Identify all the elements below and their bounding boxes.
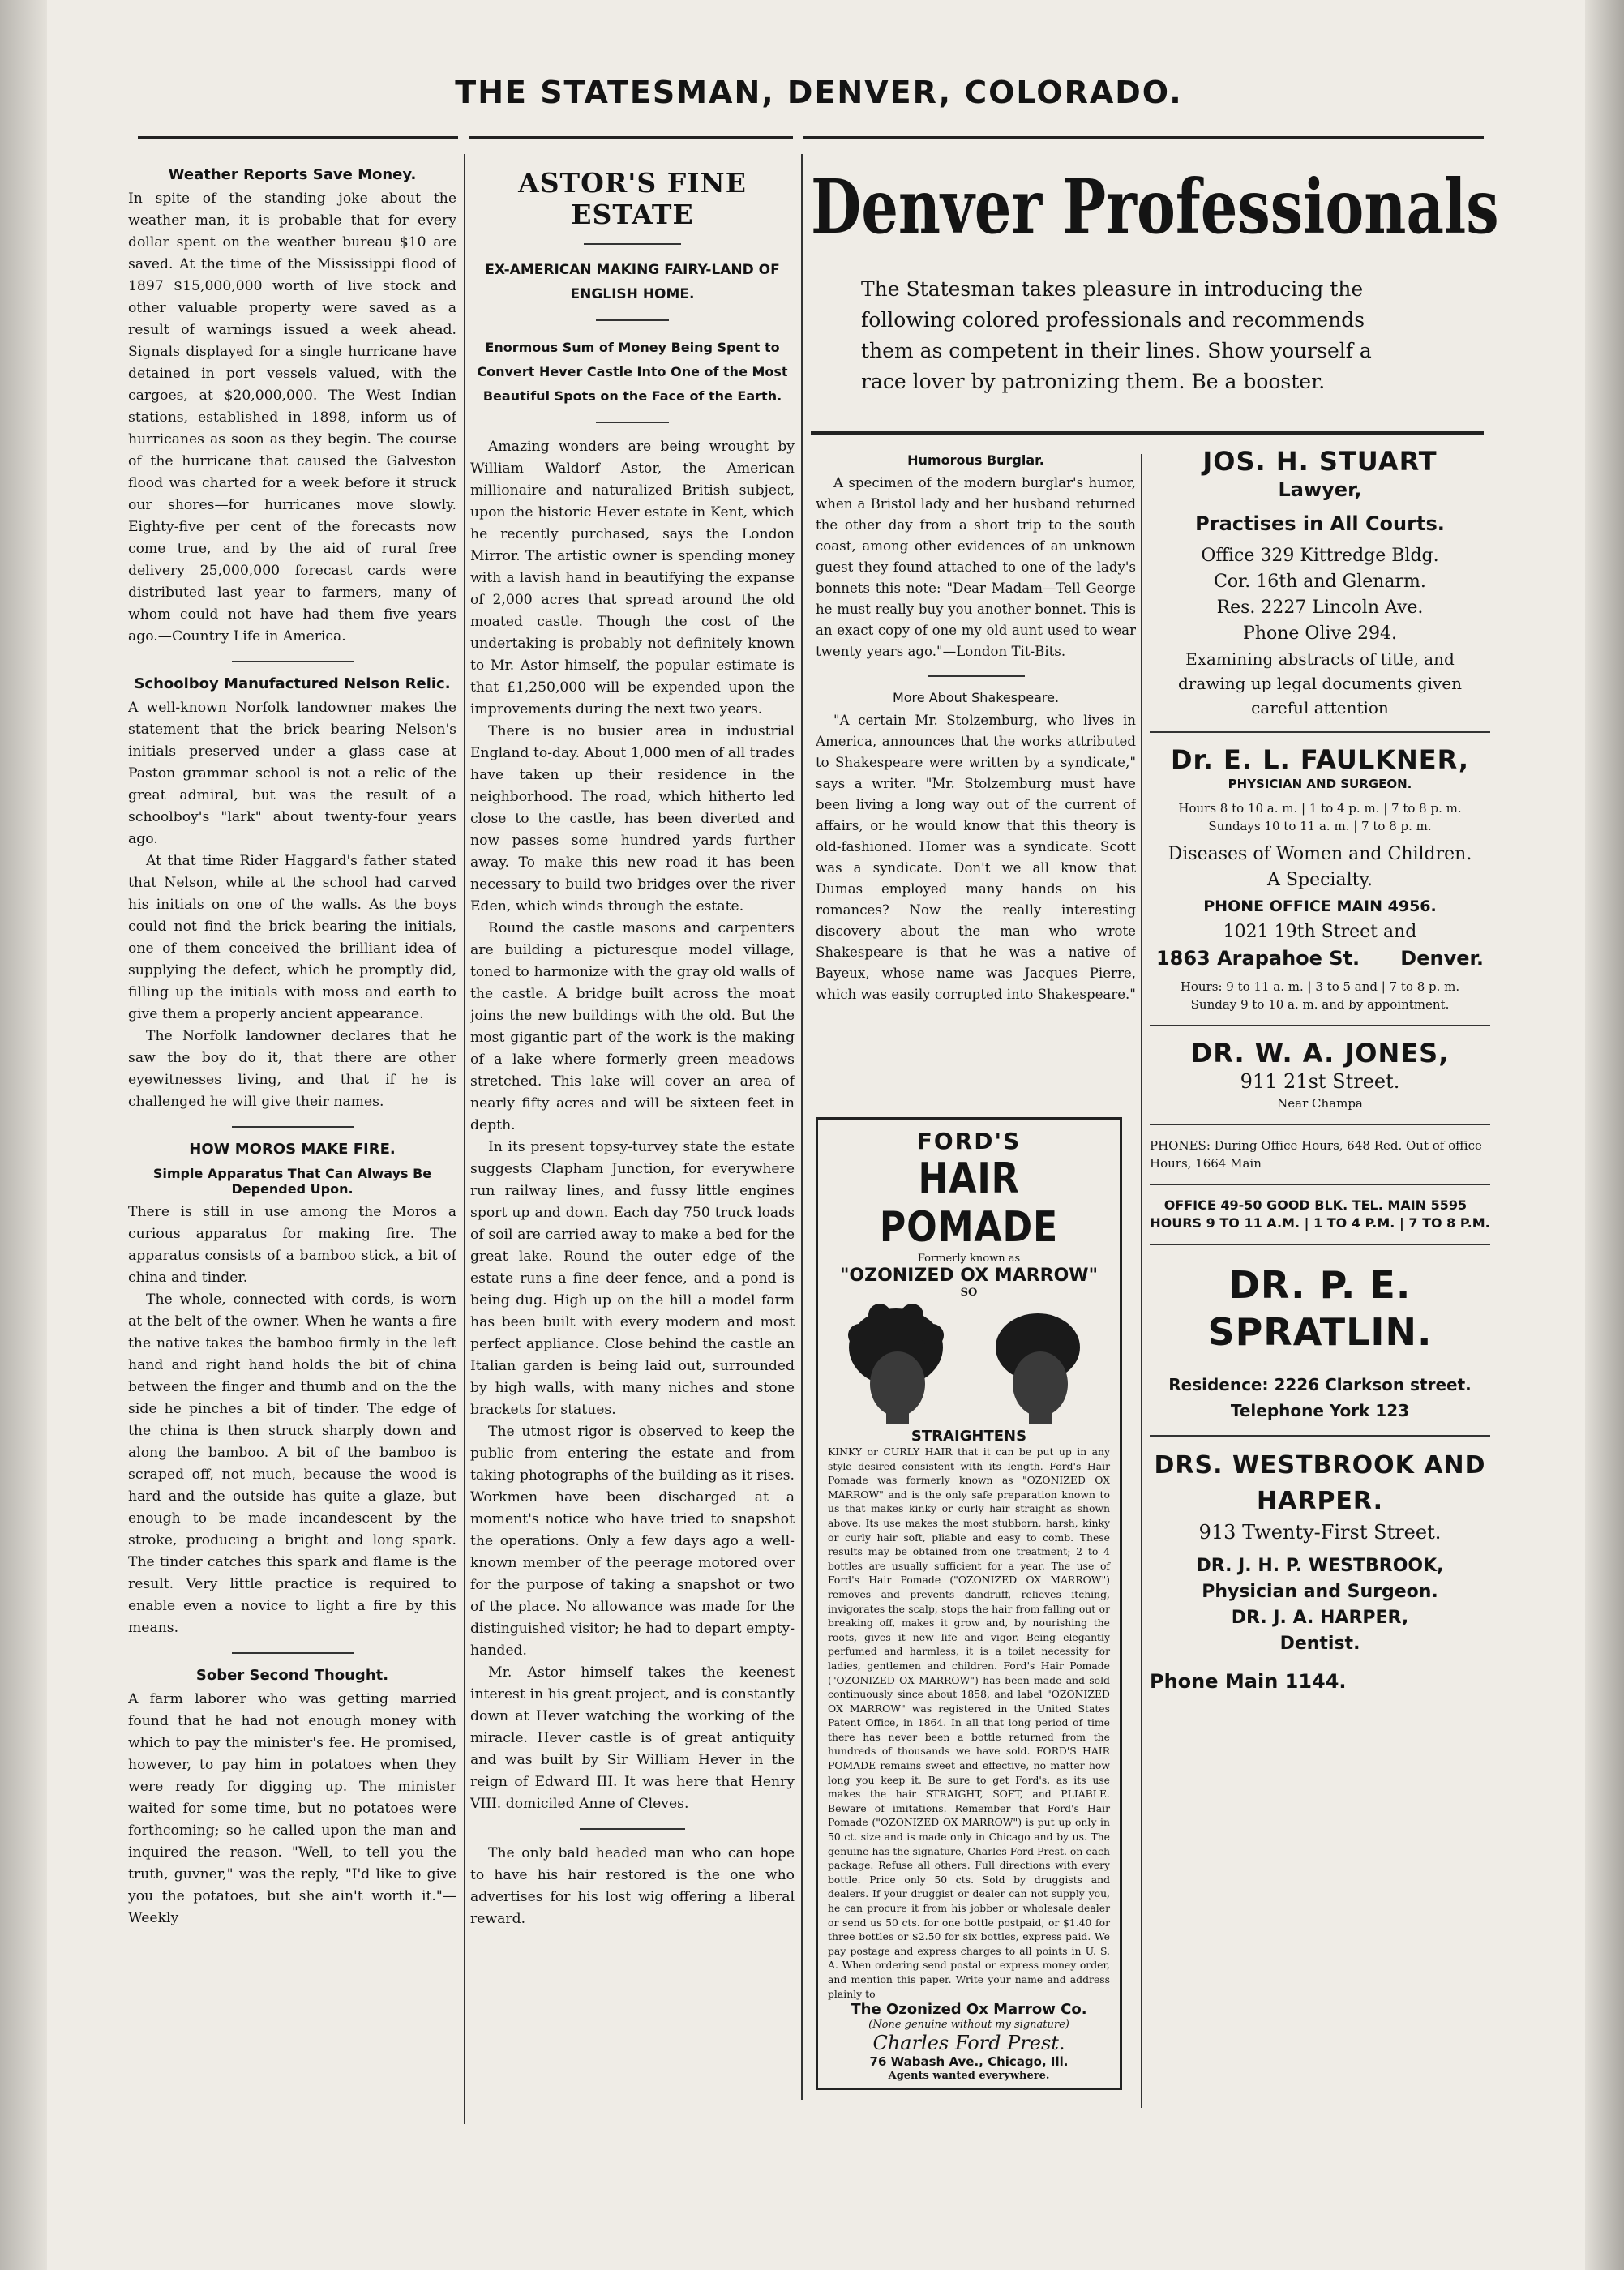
faulkner-sundays: 10 to 11 a. m. | 7 to 8 p. m. bbox=[1264, 819, 1432, 833]
shakespeare-headline: More About Shakespeare. bbox=[892, 690, 1060, 705]
separator bbox=[1150, 1244, 1490, 1245]
stuart-residence: Res. 2227 Lincoln Ave. bbox=[1216, 597, 1424, 618]
moros-subhead: Simple Apparatus That Can Always Be Depended Upon. bbox=[152, 1166, 432, 1197]
astor-paragraph: Round the castle masons and carpenters are building a picturesque model village, toned to harmonize with the gray old walls of the castle. A bridge built across the moat joins the new buildings with the old. But the most gigantic part of the work is the making of a lake where formerly green meadows stretched. This lake will cover an area of nearly fifty acres and will be sixteen feet in depth. bbox=[470, 920, 795, 1133]
separator bbox=[1150, 1124, 1490, 1125]
page-edge-left bbox=[0, 0, 47, 2270]
column-3 bbox=[816, 444, 1136, 1109]
faulkner-city: Denver. bbox=[1400, 947, 1485, 970]
separator bbox=[232, 661, 354, 662]
faulkner-title: PHYSICIAN AND SURGEON. bbox=[1228, 777, 1412, 791]
faulkner-name: Dr. E. L. FAULKNER, bbox=[1170, 744, 1470, 775]
faulkner-address-1: 1021 19th Street and bbox=[1223, 922, 1417, 942]
nelson-paragraph: The Norfolk landowner declares that he saw the boy do it, that there are other eyewitnesses living, and that if he is challenged he will give their names. bbox=[128, 1028, 456, 1110]
professionals-intro: The Statesman takes pleasure in introducing the following colored professionals and recommends them as competent in their lines. Show yourself a race lover by patronizing them. Be a booster. bbox=[861, 277, 1372, 393]
faulkner-hours-label: Hours bbox=[1178, 801, 1217, 816]
stuart-courts: Practises in All Courts. bbox=[1195, 512, 1445, 535]
ad-old-name: "OZONIZED OX MARROW" bbox=[839, 1266, 1099, 1286]
ad-so: SO bbox=[960, 1287, 978, 1299]
westbrook-harper-name: DRS. WESTBROOK AND HARPER. bbox=[1154, 1451, 1486, 1515]
jones-address: 911 21st Street. bbox=[1240, 1070, 1400, 1093]
nelson-paragraph: At that time Rider Haggard's father stated that Nelson, while at the school had carved his initials on one of the walls. As the boys could not find the brick bearing the initials, one of them conceived the brilliant idea of supplying the defect, which he promptly did, filling up the initials with moss and earth to give them a properly ancient appearance. bbox=[128, 853, 456, 1022]
jones-near: Near Champa bbox=[1277, 1096, 1363, 1111]
faulkner-hours2: 9 to 11 a. m. | 3 to 5 and | 7 to 8 p. m. bbox=[1226, 979, 1460, 994]
moros-headline: HOW MOROS MAKE FIRE. bbox=[189, 1141, 396, 1158]
stuart-phone: Phone Olive 294. bbox=[1243, 623, 1397, 644]
ad-illustration bbox=[831, 1303, 1107, 1424]
jones-office: OFFICE 49-50 GOOD BLK. TEL. MAIN 5595 bbox=[1163, 1197, 1468, 1213]
faulkner-address-2: 1863 Arapahoe St. bbox=[1155, 947, 1360, 970]
ad-body: KINKY or CURLY HAIR that it can be put up in any style desired consistent with its length. Ford's Hair Pomade was formerly known as "OZONIZED OX MARROW" and is the only safe preparation known to us that makes kinky or curly hair straight as shown above. Its use makes the most stubborn, harsh, kinky or curly hair soft, pliable and easy to comb. These results may be obtained from one treatment; 2 to 4 bottles are usually sufficient for a year. The use of Ford's Hair Pomade ("OZONIZED OX MARROW") removes and prevents dandruff, relieves itching, invigorates the scalp, stops the hair from falling out or breaking off, makes it grow and, by nourishing the roots, gives it new life and vigor. Being elegantly perfumed and harmless, it is a toilet necessity for ladies, gentlemen and children. Ford's Hair Pomade ("OZONIZED OX MARROW") has been made and sold continuously since about 1858, and label "OZONIZED OX MARROW" was registered in the United States Patent Office, in 1864. In all that long period of time there has never been a bottle returned from the hundreds of thousands we have sold. FORD'S HAIR POMADE remains sweet and effective, no matter how long you keep it. Be sure to get Ford's, as its use makes the hair STRAIGHT, SOFT, and PLIABLE. Beware of imitations. Remember that Ford's Hair Pomade ("OZONIZED OX MARROW") is put up only in 50 ct. size and is made only in Chicago and by us. The genuine has the signature, Charles Ford Prest. on each package. Refuse all others. Full directions with every bottle. Price only 50 cts. Sold by druggists and dealers. If your druggist or dealer can not supply you, he can procure it from his jobber or wholesale dealer or send us 50 cts. for one bottle postpaid, or $1.40 for three bottles or $2.50 for six bottles, express paid. We pay postage and express charges to all points in U. S. A. When ordering send postal or express money order, and mention this paper. Write your name and address plainly to bbox=[828, 1446, 1110, 2000]
burglar-headline: Humorous Burglar. bbox=[907, 452, 1044, 468]
separator bbox=[1150, 1184, 1490, 1185]
spratlin-residence: Residence: 2226 Clarkson street. bbox=[1168, 1375, 1472, 1394]
separator bbox=[580, 1828, 685, 1830]
stuart-office: Office 329 Kittredge Bldg. bbox=[1201, 546, 1439, 566]
banner-rule bbox=[811, 431, 1484, 435]
ad-brand: FORD'S bbox=[916, 1128, 1022, 1154]
harper-doctor: DR. J. A. HARPER, bbox=[1231, 1608, 1409, 1628]
sober-headline: Sober Second Thought. bbox=[195, 1667, 389, 1684]
separator bbox=[1150, 731, 1490, 733]
separator bbox=[596, 422, 669, 423]
ad-company: The Ozonized Ox Marrow Co. bbox=[851, 2001, 1087, 2019]
faulkner-sundays-label: Sundays bbox=[1208, 819, 1261, 833]
astor-deck: Enormous Sum of Money Being Spent to Convert Hever Castle Into One of the Most Beautiful Spots on the Face of the Earth. bbox=[477, 340, 788, 404]
astor-headline: ASTOR'S FINE ESTATE bbox=[518, 167, 747, 230]
jones-phones: PHONES: During Office Hours, 648 Red. Out of office Hours, 1664 Main bbox=[1150, 1138, 1482, 1171]
ad-formerly: Formerly known as bbox=[917, 1253, 1021, 1265]
separator bbox=[232, 1126, 354, 1128]
faulkner-hours: 8 to 10 a. m. | 1 to 4 p. m. | 7 to 8 p. m. bbox=[1219, 801, 1462, 816]
separator bbox=[584, 243, 681, 245]
astor-paragraph: There is no busier area in industrial England to-day. About 1,000 men of all trades have taken up their residence in the neighborhood. The road, which hitherto led close to the castle, has been diverted and now passes some hundred yards further away. To make this new road it has been necessary to build two bridges over the river Eden, which winds through the estate. bbox=[470, 723, 795, 914]
top-rule-right bbox=[803, 136, 1484, 139]
stuart-title: Lawyer, bbox=[1278, 478, 1362, 501]
burglar-article: A specimen of the modern burglar's humor, when a Bristol lady and her husband returned the other day from a short trip to the south coast, among other evidences of an unknown guest they found attached to one of the lady's bonnets this note: "Dear Madam—Tell George he must really buy you another bonnet. This is an exact copy of one my old aunt used to wear twenty years ago."—London Tit-Bits. bbox=[816, 475, 1136, 659]
spratlin-name-2: SPRATLIN. bbox=[1207, 1310, 1433, 1354]
nelson-headline: Schoolboy Manufactured Nelson Relic. bbox=[134, 675, 451, 692]
harper-title: Dentist. bbox=[1279, 1634, 1360, 1654]
astor-paragraph: In its present topsy-turvey state the estate suggests Clapham Junction, for everywhere run railway lines, and fussy little engines sport up and down. Each day 750 truck loads of soil are carried away to make a bed for the great lake. Round the outer edge of the estate runs a fine deer fence, and a pond is being dug. High up on the hill a model farm has been built with every modern and most perfect appliance. Close behind the castle an Italian garden is being laid out, surrounded by high walls, with many niches and stone brackets for statues. bbox=[470, 1139, 795, 1418]
spratlin-phone: Telephone York 123 bbox=[1230, 1401, 1410, 1420]
nelson-paragraph: A well-known Norfolk landowner makes the statement that the brick bearing Nelson's initials preserved under a glass case at Paston grammar school is not a relic of the great admiral, but was the result of a schoolboy's "lark" about twenty-four years ago. bbox=[128, 700, 456, 847]
top-rule-left bbox=[138, 136, 458, 139]
faulkner-diseases: Diseases of Women and Children. bbox=[1168, 844, 1472, 864]
sober-article: A farm laborer who was getting married found that he had not enough money with which to pay the minister's fee. He promised, however, to pay him in potatoes when they were ready for digging up. The minister waited for some time, but no potatoes were forthcoming; so he called upon the man and inquired the reason. "Well, to tell you the truth, guvner," was the reply, "I'd like to give you the potatoes, but she ain't worth it."—Weekly bbox=[128, 1691, 456, 1926]
westbrook-doctor: DR. J. H. P. WESTBROOK, bbox=[1196, 1556, 1444, 1576]
astor-paragraph: The utmost rigor is observed to keep the public from entering the estate and from taking photographs of the building as it rises. Workmen have been discharged at a moment's notice who have tried to snapshot the operations. Only a few days ago a well-known member of the peerage motored over for the purpose of taking a snapshot or two of the place. No allowance was made for the distinguished visitor; he had to depart empty-handed. bbox=[470, 1424, 795, 1659]
masthead: THE STATESMAN, DENVER, COLORADO. bbox=[455, 75, 1183, 110]
column-1 bbox=[128, 158, 456, 2120]
jones-hours-label: HOURS bbox=[1150, 1215, 1202, 1231]
top-rule-middle bbox=[469, 136, 793, 139]
kinky-hair-head-icon bbox=[848, 1304, 944, 1424]
stuart-abstracts: Examining abstracts of title, and drawing up legal documents given careful attention bbox=[1177, 649, 1463, 717]
column-4 bbox=[1150, 446, 1490, 2116]
faulkner-phone: PHONE OFFICE MAIN 4956. bbox=[1203, 897, 1437, 915]
ad-product: HAIR POMADE bbox=[879, 1154, 1059, 1252]
divider-3 bbox=[1141, 454, 1142, 2108]
stuart-corner: Cor. 16th and Glenarm. bbox=[1214, 572, 1426, 592]
astor-paragraph: Amazing wonders are being wrought by William Waldorf Astor, the American millionaire and naturalized British subject, upon the historic Hever estate in Kent, which he recently purchased, says the London Mirror. The artistic owner is spending money with a lavish hand in beautifying the expanse of 2,000 acres that spread around the old moated castle. Though the cost of the undertaking is probably not definitely known to Mr. Astor himself, the popular estimate is that £1,250,000 will be expended upon the improvements during the next two years. bbox=[470, 439, 795, 717]
divider-2 bbox=[801, 154, 803, 2100]
column-2 bbox=[470, 162, 795, 2108]
ad-signature: Charles Ford Prest. bbox=[872, 2032, 1065, 2055]
spratlin-name-1: DR. P. E. bbox=[1228, 1263, 1412, 1307]
separator bbox=[232, 1652, 354, 1654]
faulkner-specialty: A Specialty. bbox=[1267, 870, 1373, 890]
separator bbox=[1150, 1025, 1490, 1026]
ad-none-genuine: (None genuine without my signature) bbox=[868, 2019, 1069, 2032]
westbrook-phone: Phone Main 1144. bbox=[1150, 1670, 1347, 1693]
moros-paragraph: The whole, connected with cords, is worn at the belt of the owner. When he wants a fire the native takes the bamboo firmly in the left hand and right hand holds the bit of china between the finger and thumb and on the the side he pinches a bit of tinder. The edge of the china is then struck sharply down and along the bamboo. A bit of the bamboo is scraped off, not much, because the wood is hard and the outside has quite a glaze, but enough to be made incandescent by the stroke, producing a bright and long spark. The tinder catches this spark and flame is the result. Very little practice is required to enable even a novice to light a fire by this means. bbox=[128, 1291, 456, 1636]
bald-head-item: The only bald headed man who can hope to have his hair restored is the one who advertises for his lost wig offering a liberal reward. bbox=[470, 1845, 795, 1927]
page-edge-right bbox=[1585, 0, 1624, 2270]
separator bbox=[928, 675, 1025, 677]
professionals-title: Denver Professionals bbox=[811, 163, 1499, 251]
jones-name: DR. W. A. JONES, bbox=[1190, 1038, 1450, 1069]
weather-headline: Weather Reports Save Money. bbox=[168, 166, 417, 183]
divider-1 bbox=[464, 154, 465, 2124]
moros-paragraph: There is still in use among the Moros a curious apparatus for making fire. The apparatus consists of a bamboo stick, a bit of china and tinder. bbox=[128, 1204, 456, 1286]
westbrook-address: 913 Twenty-First Street. bbox=[1198, 1521, 1442, 1544]
ad-agents: Agents wanted everywhere. bbox=[888, 2070, 1050, 2083]
ad-straightens: STRAIGHTENS bbox=[911, 1428, 1027, 1445]
hair-pomade-ad bbox=[816, 1117, 1122, 2090]
astor-paragraph: Mr. Astor himself takes the keenest interest in his great project, and is constantly down at Hever watching the working of the miracle. Hever castle is of great antiquity and was built by Sir William Hever in the reign of Edward III. It was here that Henry VIII. domiciled Anne of Cleves. bbox=[470, 1664, 795, 1812]
weather-article: In spite of the standing joke about the weather man, it is probable that for every dollar spent on the weather bureau $10 are saved. At the time of the Mississippi flood of 1897 $15,000,000 worth of live stock and other valuable property were saved as a result of warnings issued a week ahead. Signals displayed for a single hurricane have detained in port vessels valued, with the cargoes, at $20,000,000. The West Indian stations, established in 1898, inform us of hurricanes as soon as they begin. The course of the hurricane that caused the Galveston flood was charted for a week before it struck our shores—for hurricanes move slowly. Eighty-five per cent of the forecasts now come true, and by the aid of rural free delivery 25,000,000 forecast cards were distributed last year to farmers, many of whom could not have had them five years ago.—Country Life in America. bbox=[128, 191, 456, 645]
stuart-name: JOS. H. STUART bbox=[1202, 446, 1438, 477]
astor-subhead: EX-AMERICAN MAKING FAIRY-LAND OF ENGLISH HOME. bbox=[485, 262, 780, 302]
ad-address: 76 Wabash Ave., Chicago, Ill. bbox=[869, 2054, 1069, 2070]
separator bbox=[1150, 1435, 1490, 1437]
faulkner-sunday2: 9 to 10 a. m. and by appointment. bbox=[1240, 997, 1450, 1012]
shakespeare-article: "A certain Mr. Stolzemburg, who lives in America, announces that the works attributed to Shakespeare were written by a syndicate," says a writer. "Mr. Stolzemburg must have been living a long way out of the current of affairs, or he would know that this theory is old-fashioned. Homer was a syndicate. Scott was a syndicate. Don't we all know that Dumas employed many hands on his romances? Now the really interesting discovery about the man who wrote Shakespeare is that he was a native of Bayeux, whose name was Jacques Pierre, which was easily corrupted into Shakespeare." bbox=[816, 713, 1136, 1002]
faulkner-sunday2-label: Sunday bbox=[1190, 997, 1237, 1012]
jones-hours: 9 TO 11 A.M. | 1 TO 4 P.M. | 7 TO 8 P.M. bbox=[1206, 1215, 1490, 1231]
westbrook-title: Physician and Surgeon. bbox=[1202, 1582, 1438, 1602]
separator bbox=[596, 319, 669, 321]
faulkner-hours2-label: Hours: bbox=[1180, 979, 1223, 994]
straight-hair-head-icon bbox=[996, 1313, 1080, 1424]
